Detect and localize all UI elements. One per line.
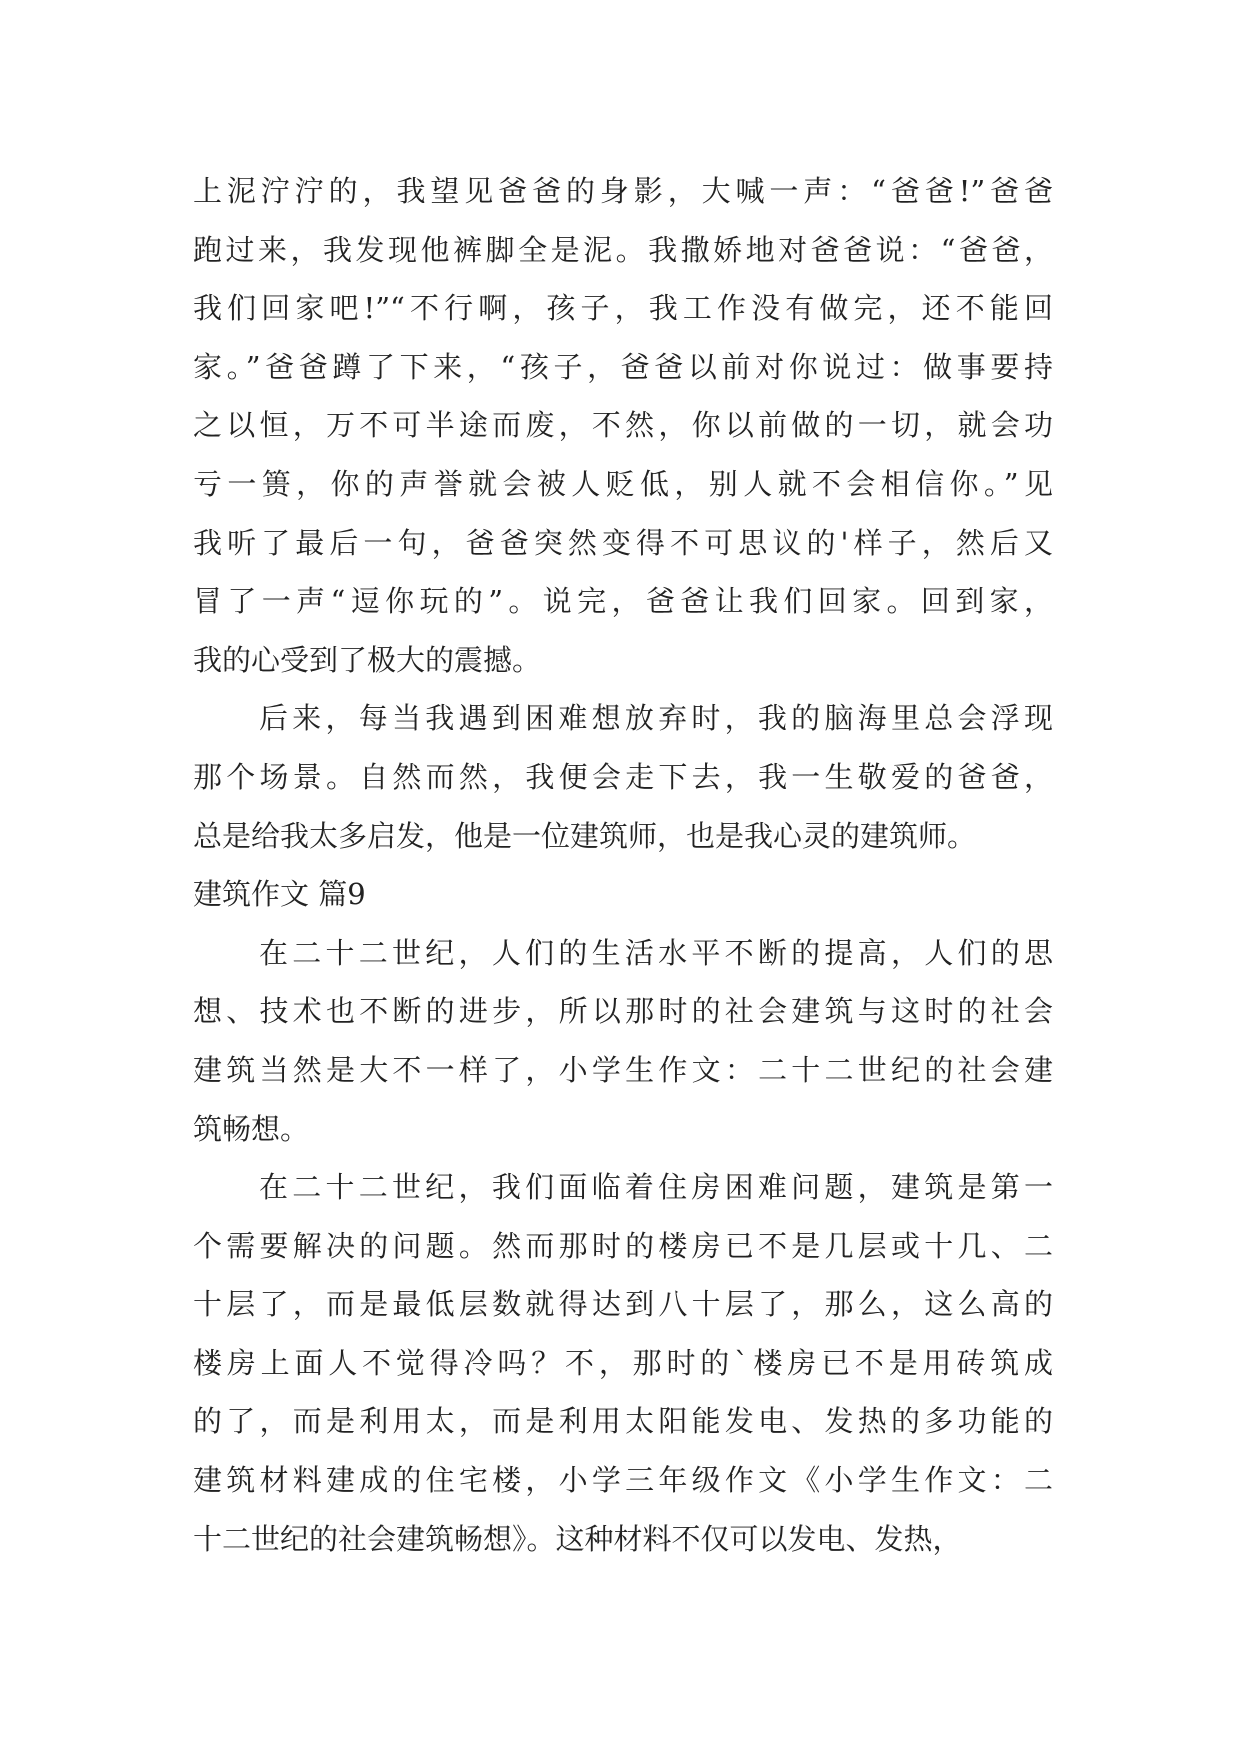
document-body (193, 162, 1053, 1568)
text-line: 我的心受到了极大的震撼。 (193, 642, 542, 677)
text-line: 家。”爸爸蹲了下来，“孩子，爸爸以前对你说过：做事要持 (193, 349, 1053, 384)
text-line: 筑畅想。 (193, 1111, 310, 1146)
text-line: 我听了最后一句，爸爸突然变得不可思议的'样子，然后又 (193, 525, 1053, 560)
text-line: 十层了，而是最低层数就得达到八十层了，那么，这么高的 (193, 1287, 1053, 1322)
paragraph (193, 1158, 1053, 1568)
text-line: 在二十二世纪，我们面临着住房困难问题，建筑是第一 (259, 1170, 1053, 1205)
text-line: 冒了一声“逗你玩的”。说完，爸爸让我们回家。回到家， (193, 584, 1053, 619)
text-line: 跑过来，我发现他裤脚全是泥。我撒娇地对爸爸说：“爸爸， (193, 232, 1053, 267)
text-line: 我们回家吧!”“不行啊，孩子，我工作没有做完，还不能回 (193, 291, 1053, 326)
text-line: 总是给我太多启发，他是一位建筑师，也是我心灵的建筑师。 (193, 818, 977, 853)
text-line: 的了，而是利用太，而是利用太阳能发电、发热的多功能的 (193, 1404, 1053, 1439)
paragraph (193, 162, 1053, 689)
text-line: 想、技术也不断的进步，所以那时的社会建筑与这时的社会 (193, 994, 1053, 1029)
text-line: 那个场景。自然而然，我便会走下去，我一生敬爱的爸爸， (193, 759, 1053, 794)
text-line: 个需要解决的问题。然而那时的楼房已不是几层或十几、二 (193, 1228, 1053, 1263)
text-line: 建筑材料建成的住宅楼，小学三年级作文《小学生作文：二 (193, 1463, 1053, 1498)
text-line: 之以恒，万不可半途而废，不然，你以前做的一切，就会功 (193, 408, 1053, 443)
paragraph (193, 924, 1053, 1158)
text-line: 建筑当然是大不一样了，小学生作文：二十二世纪的社会建 (193, 1052, 1053, 1087)
heading-text: 建筑作文 篇9 (193, 877, 366, 912)
text-line: 在二十二世纪，人们的生活水平不断的提高，人们的思 (259, 935, 1053, 970)
text-line: 亏一篑，你的声誉就会被人贬低，别人就不会相信你。”见 (193, 466, 1053, 501)
paragraph (193, 689, 1053, 865)
text-line: 楼房上面人不觉得冷吗？不，那时的`楼房已不是用砖筑成 (193, 1345, 1053, 1380)
text-line: 后来，每当我遇到困难想放弃时，我的脑海里总会浮现 (259, 701, 1053, 736)
text-line: 上泥泞泞的，我望见爸爸的身影，大喊一声：“爸爸!”爸爸 (193, 174, 1053, 208)
section-heading (193, 865, 1053, 924)
text-line: 十二世纪的社会建筑畅想》。这种材料不仅可以发电、发热， (193, 1521, 962, 1556)
